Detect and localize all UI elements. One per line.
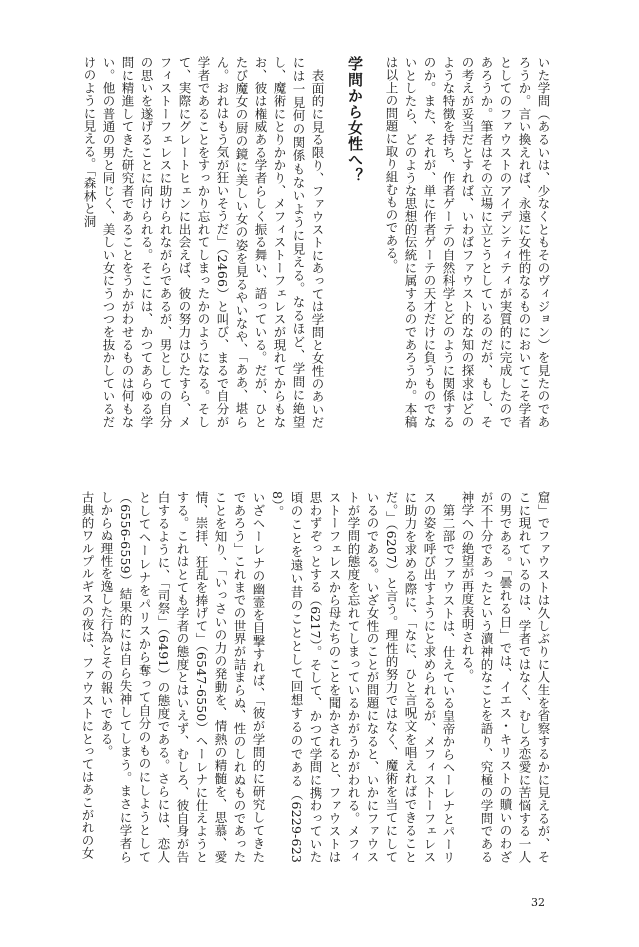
lower-text-block bbox=[79, 491, 553, 863]
paragraph-4: 古典的ワルプルギスの夜は、ファウストにとってはあこがれの女 bbox=[80, 491, 95, 860]
body-paragraph: 表面的に見る限り、ファウストにあっては学問と女性のあいだには一見何の関係もないように見える。なるほど、学問に絶望し、魔術にとりかかり、メフィストーフェレスが現れてからもなお、彼は権威ある学者らしく振る舞い、語っている。だが、ひとたび魔女の厨の鏡に美しい女の姿を見るやいなや、「ああ、堪らん。おれはもう気が狂いそうだ」（2466）と叫び、まるで自分が学者であることをすっかり忘れてしまったかのようになる。そして、実際にグレートヒェンに出会えば、彼の努力はひたすら、メフィストーフェレスに助けられながらであるが、男としての自分の思いを遂げることに向けられる。そこには、かつてあらゆる学問に精進してきた研究者であることをうかがわせるものは何もない。他の普通の男と同じく、美しい女にうつつを抜かしているだけのように見える。「森林と洞 bbox=[82, 56, 325, 428]
section-heading: 学問から女性へ？ bbox=[346, 56, 364, 184]
upper-text-block bbox=[79, 56, 553, 428]
paragraph-2: 第二部でファウストは、仕えている皇帝からヘーレナとパーリスの姿を呼び出すようにと求められるが、メフィストーフェレスに助力を求める際に、「なに、ひと言呪文を唱えればできることだ。」（6207）と言う。理性的努力ではなく、魔術を当てにしているのである。いざ女性のことが問題になると、いかにファウストが学問的態度を忘れてしまっているかがうかがわれる。メフィストーフェレスから母たちのことを聞かされると、ファウストは思わずぞっとする（6217）。そして、かつて学問に携わっていた頃のことを遠い昔のこととして回想するのである（6229-6238）。 bbox=[270, 491, 456, 863]
paragraph-3: いざヘーレナの幽霊を目撃すれば、「彼が学問的に研究してきたであろう」これまでの世界が詰まらぬ、性のしれぬものであったことを知り、「いっさいの力の発動を、情熱の精髄を、思慕、愛情、崇拝、狂乱を捧げて」（6547-6550）ヘーレナに仕えようとする。これはとても学者の態度とはいえず、むしろ、彼自身が告白するように、「司祭」（6491）の態度である。さらには、恋人としてヘーレナをパリスから奪って自分のものにしようとして（6556-6559）結果的には自ら失神してしまう。まさに学者らしからぬ理性を逸した行為とその報いである。 bbox=[99, 491, 266, 863]
paragraph-1: 窟」でファウストは久しぶりに人生を省察するかに見えるが、そこに現れているのは、学者ではなく、むしろ恋愛に苦悩する一人の男である。「曇れる日」では、イエス・キリストの贖いのわざが不十分であったという瀆神的なことを語り、究極の学問である神学への絶望が再度表明される。 bbox=[460, 491, 551, 863]
page-number: 32 bbox=[531, 896, 545, 909]
intro-paragraph: いた学問（あるいは、少なくともそのヴィジョン）を見たのであろうか。言い換えれば、永遠に女性的なるものにおいてこそ学者としてのファウストのアイデンティティが実質的に完成したのであろうか。筆者はその立場に立とうとしているのだが、もし、その考えが妥当だとすれば、いわばファウスト的な知の探求はどのような特徴を持ち、作者ゲーテの自然科学とどのように関係するのか。また、それが、単に作者ゲーテの天才だけに負うものでないとしたら、どのような思想的伝統に属するのであろうか。本稿は以上の問題に取り組むものである。 bbox=[384, 56, 551, 428]
